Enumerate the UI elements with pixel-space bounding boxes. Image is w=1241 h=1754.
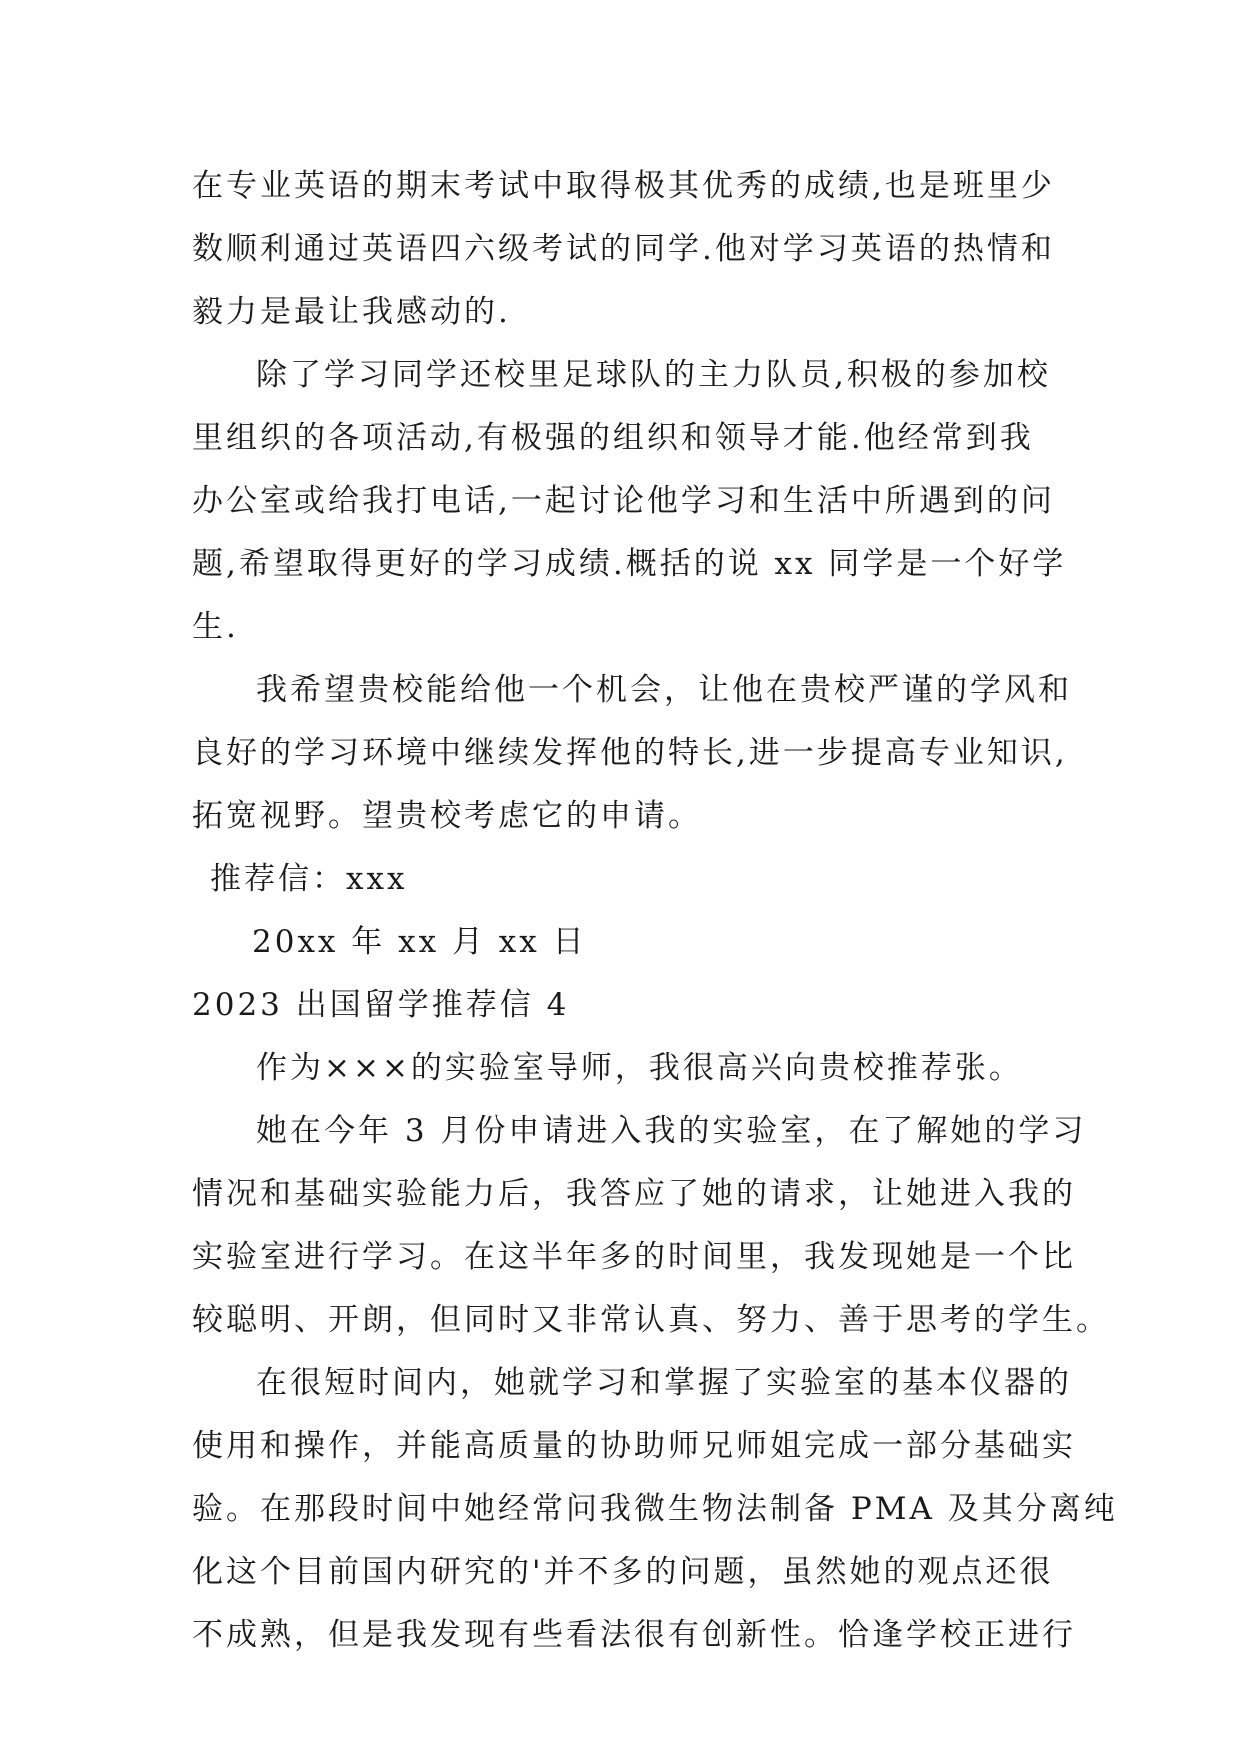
text-line: 化这个目前国内研究的'并不多的问题，虽然她的观点还很 <box>192 1554 1054 1590</box>
text-line: 办公室或给我打电话,一起讨论他学习和生活中所遇到的问 <box>192 483 1055 519</box>
document-body <box>192 155 1118 1667</box>
paragraph-a <box>192 155 1055 344</box>
text-line: 毅力是最让我感动的. <box>192 294 511 330</box>
paragraph-f <box>192 1352 1118 1667</box>
text-line: 使用和操作，并能高质量的协助师兄师姐完成一部分基础实 <box>192 1428 1076 1464</box>
section-title: 2023 出国留学推荐信 4 <box>192 987 570 1023</box>
text-line: 她在今年 3 月份申请进入我的实验室，在了解她的学习 <box>256 1113 1087 1149</box>
text-line: 我希望贵校能给他一个机会，让他在贵校严谨的学风和 <box>256 672 1072 708</box>
signature-line: 推荐信：xxx <box>210 861 408 897</box>
text-line: 较聪明、开朗，但同时又非常认真、努力、善于思考的学生。 <box>192 1302 1110 1338</box>
text-line: 生. <box>192 609 239 645</box>
date-line: 20xx 年 xx 月 xx 日 <box>252 924 587 960</box>
text-line: 验。在那段时间中她经常问我微生物法制备 PMA 及其分离纯 <box>192 1491 1118 1527</box>
text-line: 在很短时间内，她就学习和掌握了实验室的基本仪器的 <box>256 1365 1072 1401</box>
text-line: 里组织的各项活动,有极强的组织和领导才能.他经常到我 <box>192 420 1034 456</box>
text-line: 作为×××的实验室导师，我很高兴向贵校推荐张。 <box>256 1050 1023 1086</box>
text-line: 数顺利通过英语四六级考试的同学.他对学习英语的热情和 <box>192 231 1055 267</box>
text-line: 良好的学习环境中继续发挥他的特长,进一步提高专业知识, <box>192 735 1068 771</box>
text-line: 情况和基础实验能力后，我答应了她的请求，让她进入我的 <box>192 1176 1076 1212</box>
text-line: 题,希望取得更好的学习成绩.概括的说 xx 同学是一个好学 <box>192 546 1067 582</box>
text-line: 除了学习同学还校里足球队的主力队员,积极的参加校 <box>256 357 1051 393</box>
paragraph-e <box>192 1100 1110 1352</box>
text-line: 实验室进行学习。在这半年多的时间里，我发现她是一个比 <box>192 1239 1076 1275</box>
text-line: 在专业英语的期末考试中取得极其优秀的成绩,也是班里少 <box>192 168 1055 204</box>
paragraph-d <box>192 1037 1052 1100</box>
paragraph-c <box>192 659 1072 848</box>
text-line: 不成熟，但是我发现有些看法很有创新性。恰逢学校正进行 <box>192 1617 1076 1653</box>
paragraph-b <box>192 344 1067 659</box>
text-line: 拓宽视野。望贵校考虑它的申请。 <box>192 798 702 834</box>
